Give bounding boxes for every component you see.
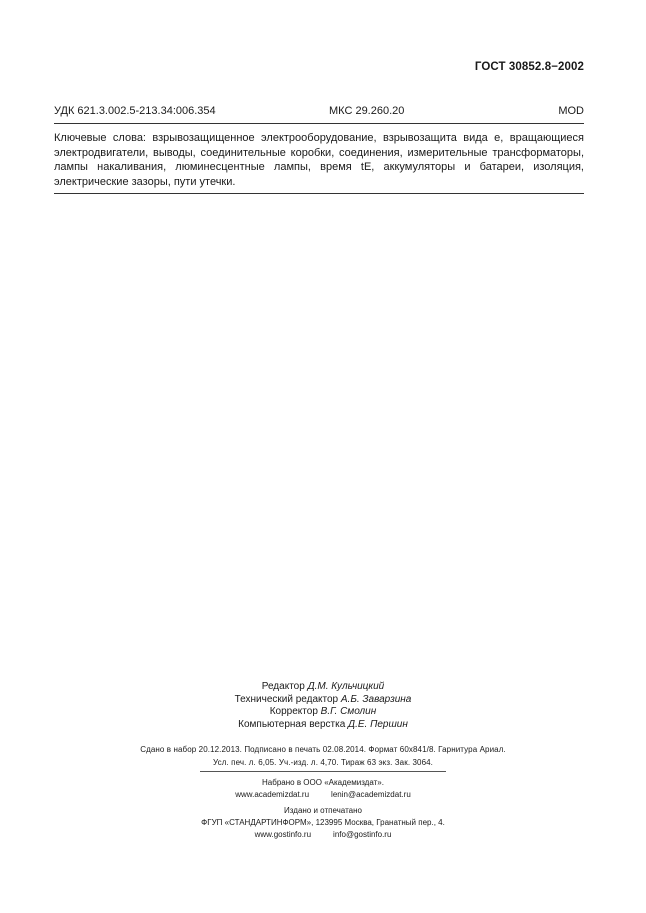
printer-email-link[interactable]: info@gostinfo.ru [333,830,392,839]
top-divider [54,123,584,124]
credit-layout [0,719,646,732]
tech-editor-name: А.Б. Заварзина [340,693,412,705]
publisher-line-1: Набрано в ООО «Академиздат». [262,778,384,787]
standard-code: ГОСТ 30852.8−2002 [474,61,584,73]
layout-role: Компьютерная верстка [238,718,346,730]
publisher-email-link[interactable]: lenin@academizdat.ru [331,790,411,799]
udk-code: УДК 621.3.002.5-213.34:006.354 [54,105,216,117]
imprint-divider [200,771,446,772]
printer-contacts [0,829,646,841]
layout-name: Д.Е. Першин [348,718,408,730]
credit-corrector [0,706,646,719]
mks-code: МКС 29.260.20 [329,105,405,117]
print-info-line-2: Усл. печ. л. 6,05. Уч.-изд. л. 4,70. Тираж 63 экз. Зак. 3064. [213,757,433,767]
publisher-block [0,777,646,801]
credit-editor [0,681,646,694]
bottom-divider [54,193,584,194]
publisher-website-link[interactable]: www.academizdat.ru [235,790,310,799]
publisher-contacts [0,789,646,801]
editor-role: Редактор [261,681,305,692]
credit-tech-editor [0,694,646,707]
print-info-block [0,744,646,769]
corrector-role: Корректор [269,706,318,717]
mod-label: MOD [558,105,584,117]
printer-line-2: ФГУП «СТАНДАРТИНФОРМ», 123995 Москва, Гранатный пер., 4. [201,818,445,827]
printer-line-1: Издано и отпечатано [284,806,362,815]
keywords-paragraph: Ключевые слова: взрывозащищенное электрооборудование, взрывозащита вида е, вращающиеся электродвигатели, выводы, соединительные коробки, соединения, измерительные трансформаторы, лампы накаливания, люминесцентные лампы, время tE, аккумуляторы и батареи, изоляция, электрические зазоры, пути утечки. [54,132,584,188]
printer-block [0,805,646,841]
printer-website-link[interactable]: www.gostinfo.ru [254,830,312,839]
corrector-name: В.Г. Смолин [320,706,377,717]
print-info-line-1: Сдано в набор 20.12.2013. Подписано в печать 02.08.2014. Формат 60х841/8. Гарнитура Ариал. [140,745,506,754]
editor-name: Д.М. Кульчицкий [307,681,385,692]
credits-block [0,681,646,731]
tech-editor-role: Технический редактор [234,693,339,705]
